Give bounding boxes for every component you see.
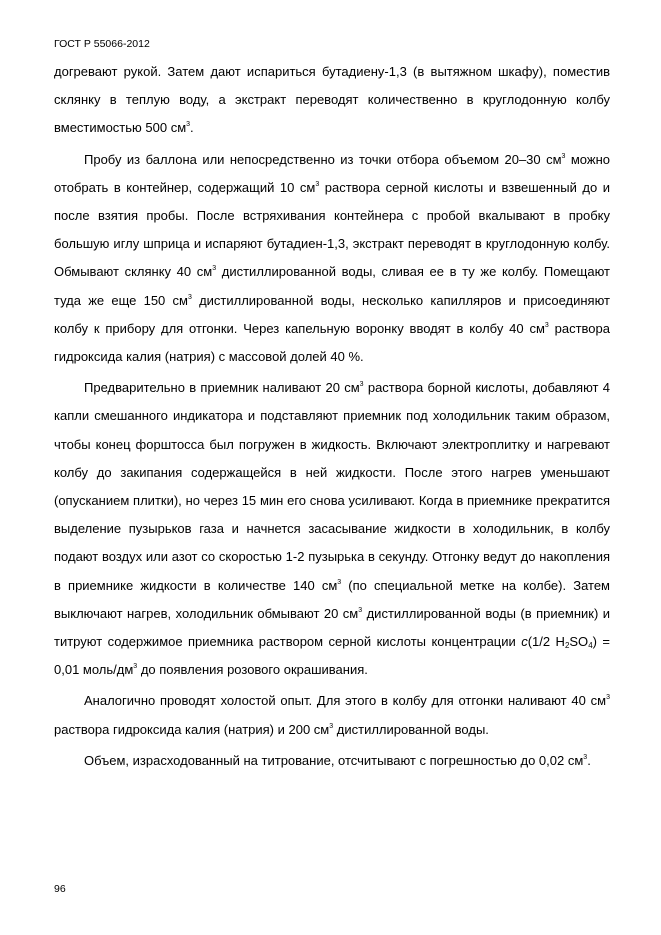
paragraph-5: Объем, израсходованный на титрование, отсчитывают с погрешностью до 0,02 $см^3$. bbox=[84, 752, 591, 768]
paragraph-3: Предварительно в приемник наливают 20 $см^3$ раствора борной кислоты, добавляют 4 капли смешанного индикатора и подставляют приемник под холодильник таким образом, чтобы конец форштосса был погружен в жидкость. Включают электроплитку и нагревают колбу до закипания содержащейся в ней жидкости. После этого нагрев уменьшают (опусканием плитки), но через 15 мин его снова усиливают. Когда в приемнике прекратится выделение пузырьков газа и начнется засасывание жидкости в холодильник, в колбу подают воздух или азот со скоростью 1-2 пузырька в секунду. Отгонку ведут до накопления в приемнике жидкости в количестве 140 $см^3$ (по специальной метке на колбе). Затем выключают нагрев, холодильник обмывают 20 $см^3$ дистиллированной воды (в приемник) и титруют содержимое приемника раствором серной кислоты концентрации с(1/2 $H_2SO_4) = 0,01$ моль/$дм^3$ до появления розового окрашивания. bbox=[54, 380, 610, 678]
page-body bbox=[54, 58, 610, 778]
paragraph-4: Аналогично проводят холостой опыт. Для этого в колбу для отгонки наливают 40 $см^3$ раствора гидроксида калия (натрия) и 200 $см^3$ дистиллированной воды. bbox=[54, 693, 610, 737]
paragraph-1: догревают рукой. Затем дают испариться бутадиену-1,3 (в вытяжном шкафу), поместив склянку в теплую воду, а экстракт переводят количественно в круглодонную колбу вместимостью 500 $см^3$. bbox=[54, 64, 610, 136]
paragraph-2: Пробу из баллона или непосредственно из точки отбора объемом 20–30 $см^3$ можно отобрать в контейнер, содержащий 10 $см^3$ раствора серной кислоты и взвешенный до и после взятия пробы. После встряхивания контейнера с пробой вкалывают в пробку большую иглу шприца и испаряют бутадиен-1,3, экстракт переводят в круглодонную колбу. Обмывают склянку 40 $см^3$ дистиллированной воды, сливая ее в ту же колбу. Помещают туда же еще 150 $см^3$ дистиллированной воды, несколько капилляров и присоединяют колбу к прибору для отгонки. Через капельную воронку вводят в колбу 40 $см^3$ раствора гидроксида калия (натрия) с массовой долей 40 %. bbox=[54, 151, 610, 365]
page-number: 96 bbox=[54, 883, 66, 895]
document-header: ГОСТ Р 55066-2012 bbox=[54, 38, 150, 50]
